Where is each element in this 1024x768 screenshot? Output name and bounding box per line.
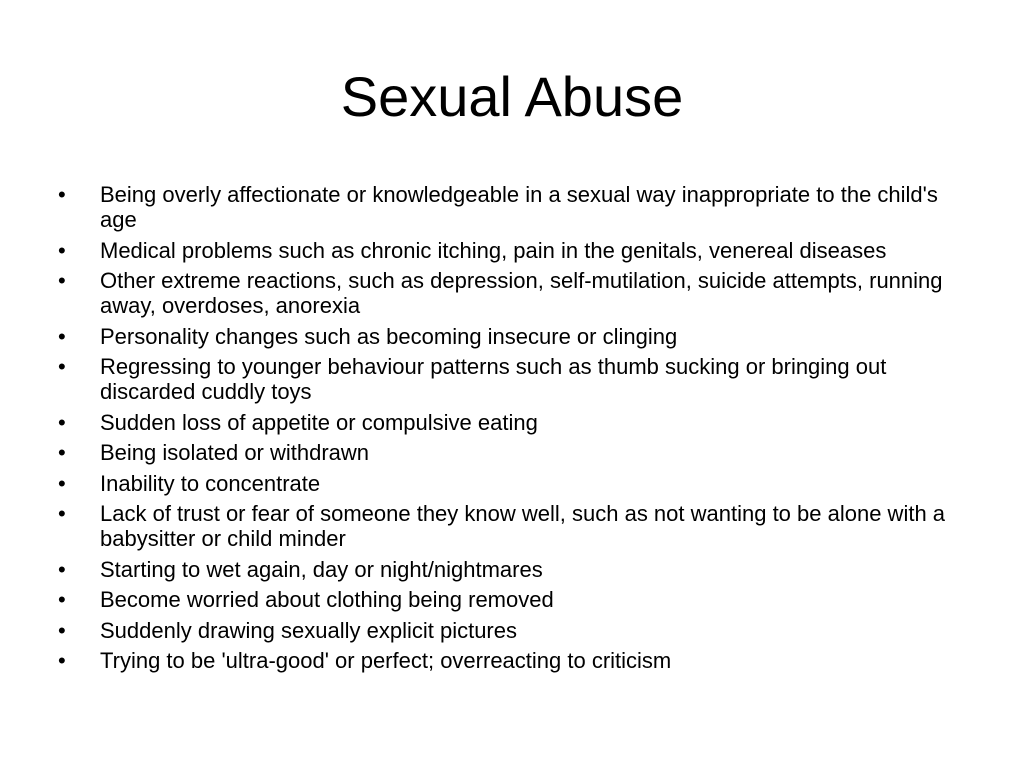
bullet-dot: • <box>58 237 66 263</box>
bullet-text: Trying to be 'ultra-good' or perfect; overreacting to criticism <box>100 648 672 673</box>
bullet-dot: • <box>58 354 66 379</box>
bullet-dot: • <box>58 587 66 612</box>
bullet-item <box>58 324 978 349</box>
bullet-text: Being overly affectionate or knowledgeable in a sexual way inappropriate to the child's age <box>100 182 938 232</box>
bullet-dot: • <box>58 323 66 349</box>
bullet-dot: • <box>58 182 66 207</box>
bullet-text: Inability to concentrate <box>100 470 321 496</box>
bullet-item <box>58 440 978 465</box>
bullet-item <box>58 182 978 232</box>
bullet-text: Regressing to younger behaviour patterns such as thumb sucking or bringing out discarded cuddly toys <box>100 354 887 404</box>
bullet-text: Starting to wet again, day or night/nightmares <box>100 556 543 582</box>
bullet-text: Lack of trust or fear of someone they know well, such as not wanting to be alone with a babysitter or child minder <box>100 501 946 551</box>
bullet-dot: • <box>58 648 66 673</box>
bullet-item <box>58 268 978 318</box>
bullet-text: Sudden loss of appetite or compulsive eating <box>100 409 538 435</box>
bullet-item <box>58 587 978 612</box>
bullet-dot: • <box>58 409 66 435</box>
bullet-item <box>58 238 978 263</box>
bullet-text: Being isolated or withdrawn <box>100 440 370 465</box>
bullet-dot: • <box>58 617 66 643</box>
bullet-item <box>58 410 978 435</box>
bullet-dot: • <box>58 556 66 582</box>
bullet-text: Become worried about clothing being removed <box>100 587 554 612</box>
bullet-item <box>58 618 978 643</box>
slide-title: Sexual Abuse <box>340 65 684 128</box>
bullet-text: Personality changes such as becoming insecure or clinging <box>100 323 678 349</box>
bullet-item <box>58 471 978 496</box>
bullet-item <box>58 354 978 404</box>
bullet-list <box>58 182 978 679</box>
bullet-item <box>58 648 978 673</box>
bullet-text: Suddenly drawing sexually explicit pictures <box>100 617 517 643</box>
bullet-item <box>58 557 978 582</box>
bullet-dot: • <box>58 440 66 465</box>
bullet-dot: • <box>58 470 66 496</box>
bullet-dot: • <box>58 268 66 293</box>
bullet-dot: • <box>58 501 66 526</box>
bullet-text: Other extreme reactions, such as depression, self-mutilation, suicide attempts, running away, overdoses, anorexia <box>100 268 943 318</box>
bullet-item <box>58 501 978 551</box>
bullet-text: Medical problems such as chronic itching, pain in the genitals, venereal diseases <box>100 237 887 263</box>
